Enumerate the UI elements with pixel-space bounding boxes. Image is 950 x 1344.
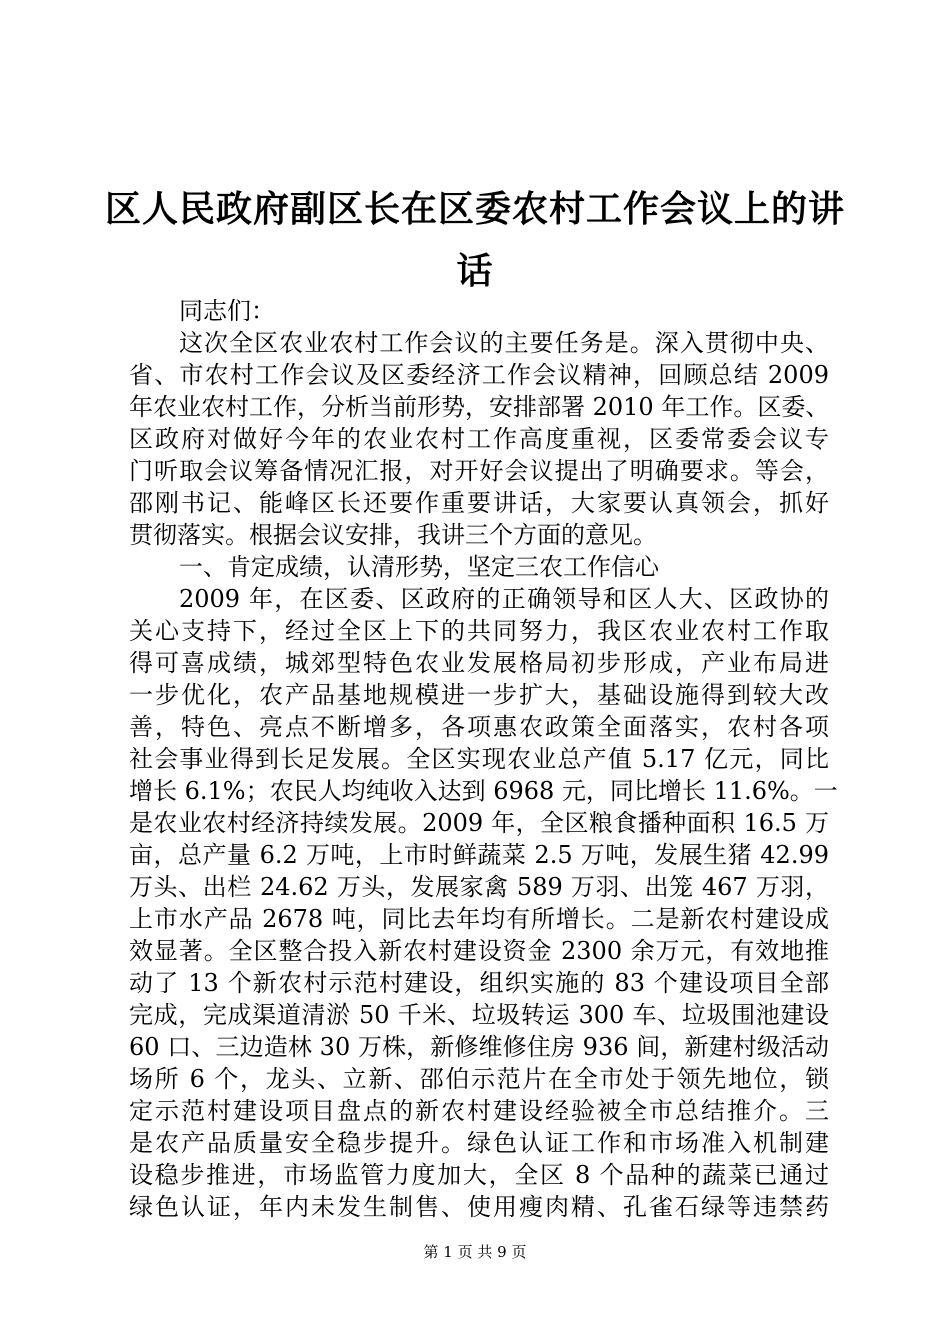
body-line: 上市水产品 2678 吨，同比去年均有所增长。二是新农村建设成: [129, 905, 829, 933]
body-line: 邵刚书记、能峰区长还要作重要讲话，大家要认真领会，抓好: [129, 489, 829, 517]
body-line: 效显著。全区整合投入新农村建设资金 2300 余万元，有效地推: [129, 937, 829, 965]
body-line: 定示范村建设项目盘点的新农村建设经验被全市总结推介。三: [129, 1097, 829, 1125]
section-heading: 一、肯定成绩，认清形势，坚定三农工作信心: [179, 553, 659, 581]
body-line: 60 口、三边造林 30 万株，新修维修住房 936 间，新建村级活动: [129, 1033, 829, 1061]
body-line: 这次全区农业农村工作会议的主要任务是。深入贯彻中央、: [179, 329, 829, 357]
body-line: 贯彻落实。根据会议安排，我讲三个方面的意见。: [129, 521, 657, 549]
body-line: 设稳步推进，市场监管力度加大，全区 8 个品种的蔬菜已通过: [129, 1161, 829, 1189]
body-line: 2009 年，在区委、区政府的正确领导和区人大、区政协的: [179, 585, 829, 613]
body-line: 区政府对做好今年的农业农村工作高度重视，区委常委会议专: [129, 425, 829, 453]
document-body: [129, 295, 838, 1223]
body-line: 社会事业得到长足发展。全区实现农业总产值 5.17 亿元，同比: [129, 745, 829, 773]
body-line: 亩，总产量 6.2 万吨，上市时鲜蔬菜 2.5 万吨，发展生猪 42.99: [129, 841, 829, 869]
body-line: 年农业农村工作，分析当前形势，安排部署 2010 年工作。区委、: [129, 393, 830, 421]
document-title-line-1: 区人民政府副区长在区委农村工作会议上的讲: [104, 189, 845, 230]
body-line: 场所 6 个，龙头、立新、邵伯示范片在全市处于领先地位，锁: [129, 1065, 829, 1093]
body-line: 动了 13 个新农村示范村建设，组织实施的 83 个建设项目全部: [129, 969, 829, 997]
salutation: 同志们：: [179, 297, 275, 325]
document-title-line-2: 话: [456, 251, 494, 292]
body-line: 是农产品质量安全稳步提升。绿色认证工作和市场准入机制建: [129, 1129, 829, 1157]
body-line: 绿色认证，年内未发生制售、使用瘦肉精、孔雀石绿等违禁药: [129, 1193, 829, 1221]
body-line: 善，特色、亮点不断增多，各项惠农政策全面落实，农村各项: [129, 713, 829, 741]
body-line: 完成，完成渠道清淤 50 千米、垃圾转运 300 车、垃圾围池建设: [129, 1001, 829, 1029]
body-line: 关心支持下，经过全区上下的共同努力，我区农业农村工作取: [129, 617, 829, 645]
body-line: 万头、出栏 24.62 万头，发展家禽 589 万羽、出笼 467 万羽，: [129, 873, 829, 901]
page-footer: 第 1 页 共 9 页: [423, 1243, 527, 1261]
body-line: 省、市农村工作会议及区委经济工作会议精神，回顾总结 2009: [129, 361, 829, 389]
body-line: 是农业农村经济持续发展。2009 年，全区粮食播种面积 16.5 万: [129, 809, 829, 837]
body-line: 增长 6.1%；农民人均纯收入达到 6968 元，同比增长 11.6%。一: [129, 777, 838, 805]
body-line: 门听取会议筹备情况汇报，对开好会议提出了明确要求。等会，: [129, 457, 829, 485]
body-line: 一步优化，农产品基地规模进一步扩大，基础设施得到较大改: [129, 681, 829, 709]
body-line: 得可喜成绩，城郊型特色农业发展格局初步形成，产业布局进: [129, 649, 829, 677]
